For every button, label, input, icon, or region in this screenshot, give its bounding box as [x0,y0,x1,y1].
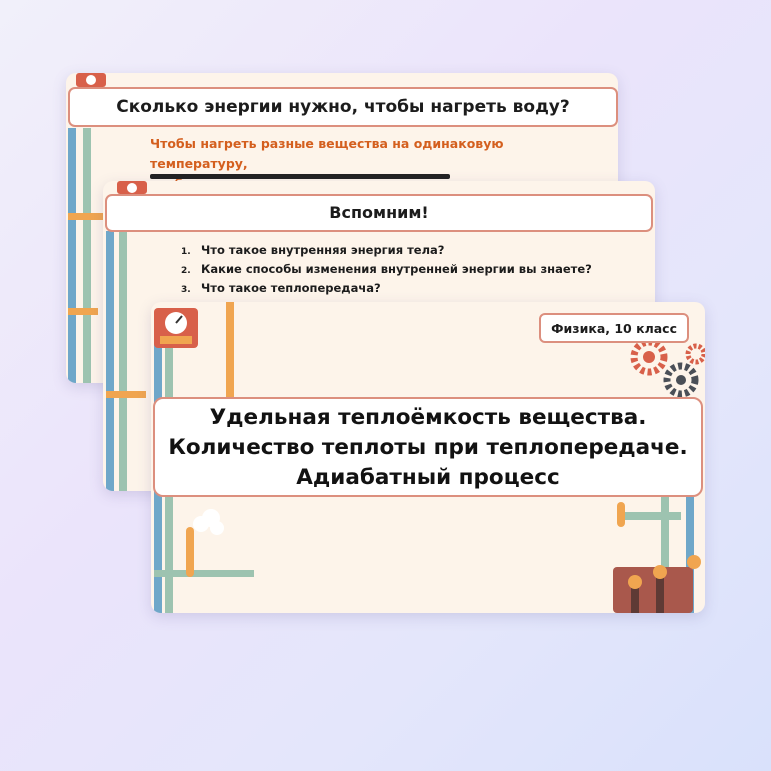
list-item: 2. Какие способы изменения внутренней энергии вы знаете? [181,262,592,276]
gear-icon [634,342,664,372]
partially-hidden-text [150,174,450,179]
slide-text: Чтобы нагреть разные вещества на одинаковую температуру, [150,136,504,171]
list-item: 1. Что такое внутренняя энергия тела? [181,243,445,257]
slide-title: Вспомним! [105,194,653,232]
steam-cloud-icon [193,509,224,535]
pressure-gauge-icon [154,308,198,348]
lever-switch-icon [613,555,701,613]
subject-grade-badge: Физика, 10 класс [539,313,689,343]
lesson-title: Удельная теплоёмкость вещества. Количество теплоты при теплопередаче. Адиабатный процесс [153,397,703,497]
gear-icon [667,366,695,394]
list-item: 3. Что такое теплопередача? [181,281,381,295]
gear-icon [688,346,704,362]
slide-card-title[interactable] [151,302,705,613]
slide-title: Сколько энергии нужно, чтобы нагреть воду? [68,87,618,127]
question-list [181,241,592,298]
